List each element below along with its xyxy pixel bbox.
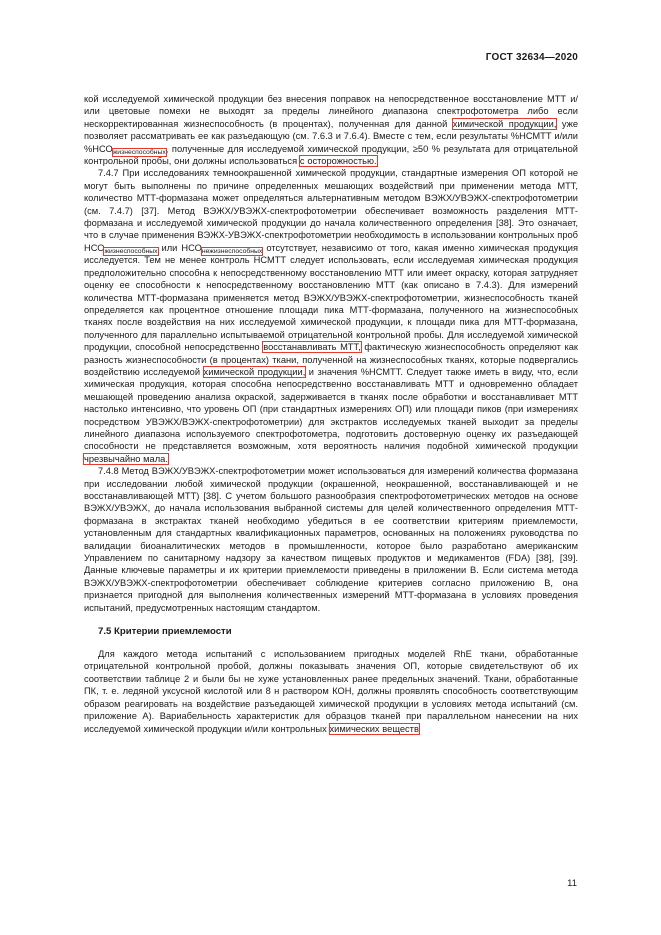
annotation-box: жизнеспособных (112, 148, 166, 156)
annotation-box: восстанавливать МТТ, (263, 342, 361, 353)
text-run: уже позволяет рассматривать ее как разъедающую (см. 7.6.3 и 7.6.4). Вместе с тем, если результаты %НСМТТ и/или %НСО (84, 118, 578, 154)
text-run: фактическую жизнеспособность определяют как разность жизнеспособности (в процентах) ткани, полученной на жизнеспособных тканях, которые подвергались воздействию исследуемой (84, 342, 578, 377)
text-run: , полученные для исследуемой химической продукции, ≥50 % результата для отрицательной контрольной пробы, они должны использоваться (84, 143, 578, 167)
text-run: или НСО (157, 242, 202, 253)
para-7-4-8 (84, 465, 578, 614)
document-body (84, 93, 578, 735)
heading-7-5: 7.5 Критерии приемлемости (98, 626, 232, 638)
text-run: Для каждого метода испытаний с использованием пригодных моделей RhE ткани, обработанные отрицательной контрольной пробой, должны показывать значения ОП, которые свидетельствуют об их соответствии таблице 2 и были бы не хуже установленных ранее предельных значений. Ткани, обработанные ПК, т. е. ледяной уксусной кислотой или 8 н раствором КОН, должны проявлять способность соответствующим образом реагировать на воздействие разъедающей химической продукции в условиях метода испытаний (см. приложение А). Вариабельность характеристик для образцов тканей при параллельном нанесении на них исследуемой химической продукции и/или контрольных (84, 649, 578, 734)
text-run: отсутствует, независимо от того, какая именно химическая продукция исследуется. Тем не менее контроль НСМТТ следует использовать, если исследуемая химическая продукция предположительно способна к непосредственному восстановлению МТТ или имеет окраску, которая затрудняет оценку ее способности к непосредственному восстановлению МТТ (как описано в 7.4.3). Для измерений количества МТТ-формазана применяется метод ВЭЖХ/УВЭЖХ-спектрофотометрии, жизнеспособность тканей определяется как процентное отношение площади пика МТТ-формазана, полученного на жизнеспособных тканях после воздействия на них исследуемой химической продукции, к площади пика для МТТ-формазана, полученного для параллельно испытываемой отрицательной контрольной пробы. Для исследуемой химической продукции, способной непосредственно (84, 242, 578, 353)
text-run: 7.4.8 Метод ВЭЖХ/УВЭЖХ-спектрофотометрии может использоваться для измерений количества формазана при исследовании любой химической продукции (окрашенной, неокрашенной, восстанавливающей и не восстанавливающей МТТ) [38]. С учетом большого разнообразия спектрофотометрических методов на основе ВЭЖХ/УВЭЖХ, до начала использования выбранной системы для целей количественного определения МТТ-формазана в экстрактах тканей необходимо убедиться в ее соответствии критериям приемлемости, установленным для стандартных квалификационных параметров, основанных на положениях руководства по валидации биоаналитических методов в промышленности, которое было разработано американским Управлением по санитарному надзору за качеством пищевых продуктов и медикаментов (FDA) [38], [39]. Данные ключевые параметры и их критерии приемлемости приведены в приложении В. Если система метода ВЭЖХ/УВЭЖХ-спектрофотометрии обеспечивает соблюдение критериев согласно приложению В, она признается пригодной для выполнения количественных измерений МТТ-формазана в условиях проведения испытаний, предусмотренных настоящим стандартом. (84, 466, 578, 613)
annotation-box: с осторожностью. (299, 156, 377, 167)
para-7-5-1 (84, 648, 578, 735)
text-run: кой исследуемой химической продукции без внесения поправок на непосредственное восстановление МТТ и/или цветовые помехи не выходят за пределы линейного диапазона спектрофотометра либо если нескорректированная жизнеспособность (в процентах), полученная для данной (84, 94, 578, 129)
document-number-header: ГОСТ 32634—2020 (485, 52, 578, 63)
para-7-4-6-continuation (84, 93, 578, 167)
para-7-4-7 (84, 167, 578, 465)
annotation-box: химической продукции, (203, 366, 306, 377)
annotation-box: химической продукции, (452, 118, 557, 129)
annotation-box: химических веществ (329, 723, 419, 734)
annotation-box: жизнеспособных (104, 247, 158, 255)
annotation-box: чрезвычайно мала. (84, 453, 168, 464)
page-number: 11 (567, 878, 577, 889)
text-run: и значения %НСМТТ. Следует также иметь в виду, что, если химическая продукция, которая способна непосредственно восстанавливать МТТ и одновременно обладает мешающей проведению анализа окраской, задерживается в тканях после обработки и восстанавливает МТТ настолько интенсивно, что уровень ОП (при стандартных измерениях ОП) или площади пиков (при измерениях посредством УВЭЖХ/ВЭЖХ-спектрофотометрии) для экстрактов исследуемых тканей выходит за пределы линейного диапазона используемого спектрофотометра, подготовить достоверную оценку их разъедающей способности не представляется возможным, хотя вероятность наличия подобной химической продукции (84, 366, 578, 452)
annotation-box: нежизнеспособных (201, 247, 263, 255)
text-run: 7.4.7 При исследованиях темноокрашенной химической продукции, стандартные измерения ОП которой не могут быть выполнены по причине определенных мешающих воздействий при применении метода МТТ, количество МТТ-формазана может определяться альтернативным методом ВЭЖХ/УВЭЖХ-спектрофотометрии (см. 7.4.7) [37]. Метод ВЭЖХ/УВЭЖХ-спектрофотометрии обеспечивает возможность разделения МТТ-формазана и исследуемой химической продукции до начала количественного определения [38]. Это означает, что в случае применения ВЭЖХ-УВЭЖХ-спектрофотометрии необходимость в использовании контрольных проб НСО (84, 168, 578, 253)
